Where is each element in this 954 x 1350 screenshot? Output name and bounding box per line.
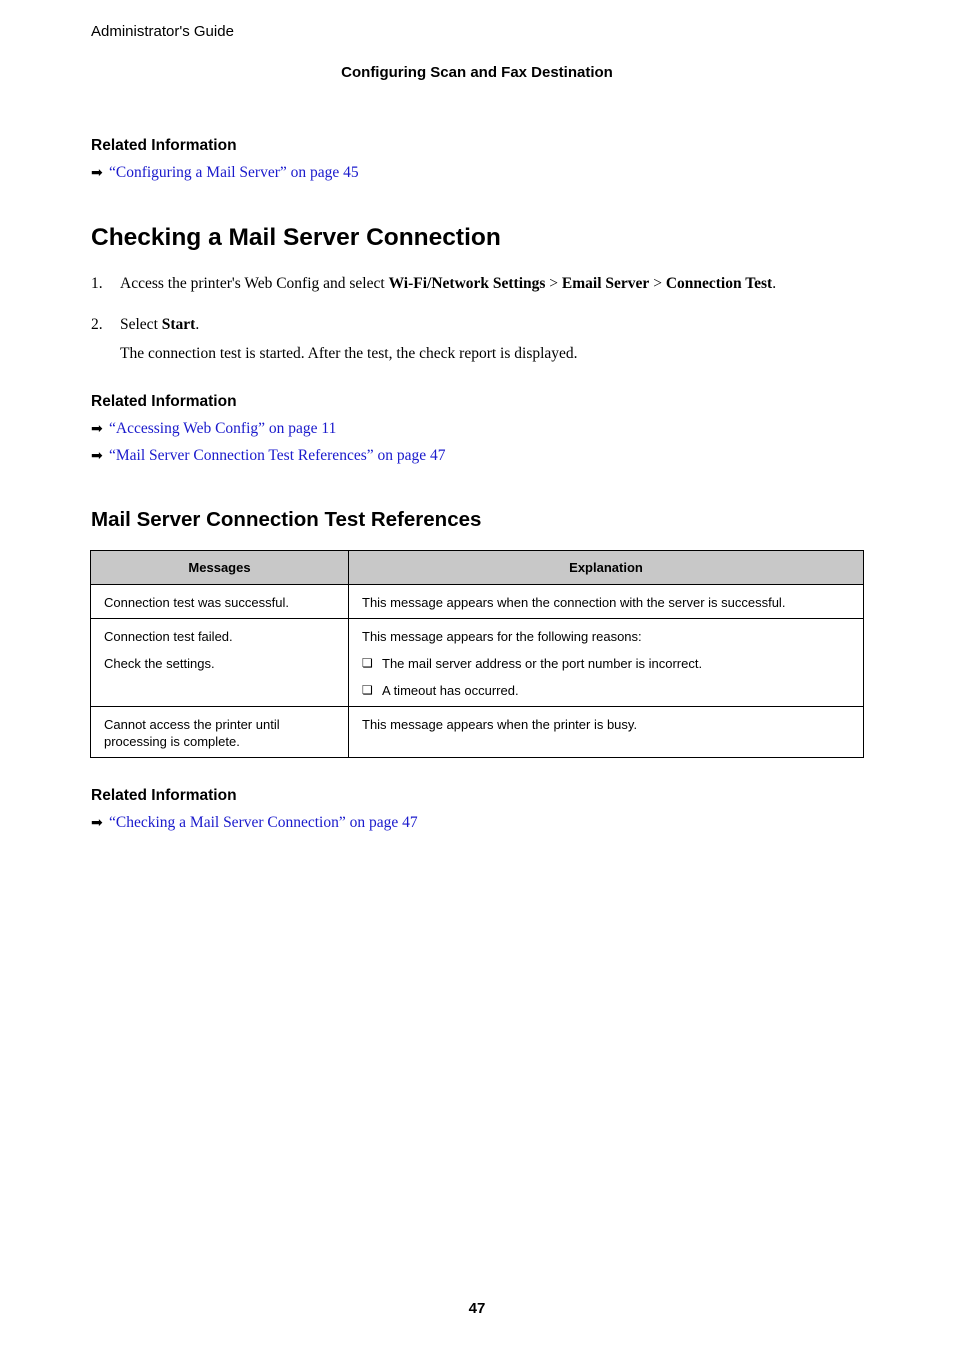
related-info-title: Related Information bbox=[91, 393, 237, 410]
related-link[interactable] bbox=[91, 447, 446, 465]
right-arrow-icon: ➡ bbox=[91, 815, 103, 831]
menu-path-connection-test: Connection Test bbox=[665, 275, 773, 292]
related-link[interactable] bbox=[91, 164, 359, 182]
subsection-heading: Mail Server Connection Test References bbox=[91, 508, 482, 531]
related-link[interactable] bbox=[91, 420, 336, 438]
reference-table bbox=[90, 550, 864, 758]
step-number: 1. bbox=[91, 275, 103, 292]
start-label: Start bbox=[161, 316, 196, 333]
right-arrow-icon: ➡ bbox=[91, 448, 103, 464]
message-cell: Cannot access the printer until processing is complete. bbox=[91, 707, 349, 758]
step-1-text: Access the printer's Web Config and select Wi-Fi/Network Settings > Email Server > Connection Test. bbox=[120, 275, 777, 292]
related-info-title: Related Information bbox=[91, 137, 237, 154]
column-header-messages: Messages bbox=[91, 551, 349, 585]
column-header-explanation: Explanation bbox=[349, 551, 864, 585]
table-row bbox=[91, 707, 864, 758]
explanation-cell: This message appears for the following reasons: ❏ The mail server address or the port number is incorrect. ❏ A timeout has occurred. bbox=[349, 619, 864, 707]
menu-path-email-server: Email Server bbox=[561, 275, 650, 292]
related-link[interactable] bbox=[91, 814, 418, 832]
checkbox-bullet-icon: ❏ bbox=[362, 656, 373, 670]
message-cell: Connection test failed. Check the settings. bbox=[91, 619, 349, 707]
chapter-title: Configuring Scan and Fax Destination bbox=[341, 64, 613, 81]
step-2-text: Select Start. bbox=[120, 316, 200, 333]
table-row bbox=[91, 585, 864, 619]
running-header: Administrator's Guide bbox=[91, 23, 234, 40]
table-row bbox=[91, 619, 864, 707]
link-test-references[interactable]: “Mail Server Connection Test References” on page 47 bbox=[109, 447, 446, 464]
right-arrow-icon: ➡ bbox=[91, 421, 103, 437]
bullet-item: ❏ The mail server address or the port number is incorrect. bbox=[362, 656, 703, 671]
step-2-note: The connection test is started. After the test, the check report is displayed. bbox=[120, 345, 578, 362]
checkbox-bullet-icon: ❏ bbox=[362, 683, 373, 697]
related-info-title: Related Information bbox=[91, 787, 237, 804]
link-checking-mail-server-connection[interactable]: “Checking a Mail Server Connection” on page 47 bbox=[109, 814, 418, 831]
bullet-item: ❏ A timeout has occurred. bbox=[362, 683, 519, 698]
message-cell: Connection test was successful. bbox=[91, 585, 349, 619]
table-header-row bbox=[91, 551, 864, 585]
menu-path-wifi-network-settings: Wi-Fi/Network Settings bbox=[388, 275, 546, 292]
link-configuring-mail-server[interactable]: “Configuring a Mail Server” on page 45 bbox=[109, 164, 359, 181]
link-accessing-web-config[interactable]: “Accessing Web Config” on page 11 bbox=[109, 420, 337, 437]
page-number: 47 bbox=[468, 1300, 486, 1317]
explanation-cell: This message appears when the connection with the server is successful. bbox=[349, 585, 864, 619]
explanation-cell: This message appears when the printer is busy. bbox=[349, 707, 864, 758]
section-heading: Checking a Mail Server Connection bbox=[91, 224, 501, 251]
step-number: 2. bbox=[91, 316, 103, 333]
right-arrow-icon: ➡ bbox=[91, 165, 103, 181]
